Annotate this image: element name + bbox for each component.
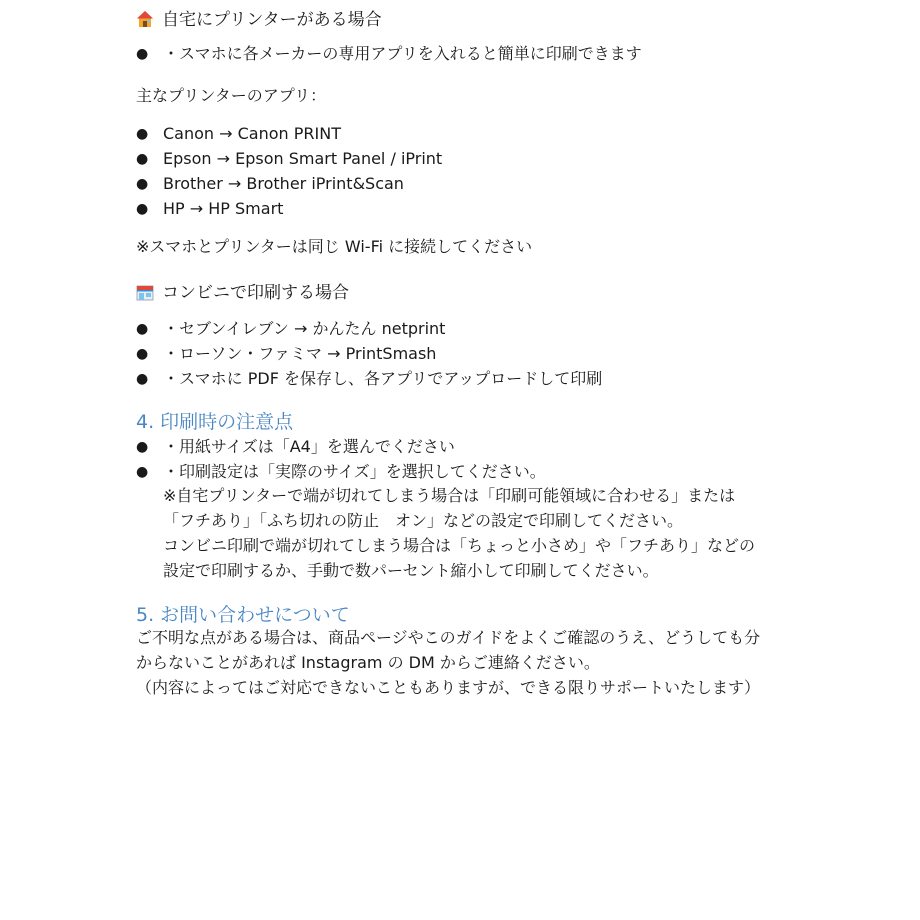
pdf-upload-item: ・スマホに PDF を保存し、各アプリでアップロードして印刷 — [163, 369, 603, 388]
app-canon: Canon → Canon PRINT — [163, 124, 341, 143]
apps-label: 主なプリンターのアプリ： — [136, 86, 327, 105]
convenience-store-icon — [136, 283, 154, 301]
seven-eleven-item: ・セブンイレブン → かんたん netprint — [163, 319, 446, 338]
note-line: ※自宅プリンターで端が切れてしまう場合は「印刷可能領域に合わせる」または — [163, 486, 736, 505]
bullet-dot: ● — [136, 151, 149, 167]
convenience-heading-text: コンビニで印刷する場合 — [162, 283, 349, 303]
convenience-heading — [136, 278, 349, 303]
bullet-dot: ● — [136, 321, 149, 337]
bullet-dot: ● — [136, 439, 149, 455]
note-line: 「フチあり」「ふち切れの防止 オン」などの設定で印刷してください。 — [163, 511, 684, 530]
bullet-dot: ● — [136, 346, 149, 362]
paper-size-item: ・用紙サイズは「A4」を選んでください — [163, 437, 455, 456]
bullet-dot: ● — [136, 464, 149, 480]
section-5-title: 5. お問い合わせについて — [136, 604, 350, 626]
list-item-text: ・スマホに各メーカーの専用アプリを入れると簡単に印刷できます — [163, 44, 642, 63]
contact-line: からないことがあれば Instagram の DM からご連絡ください。 — [136, 653, 600, 672]
app-brother: Brother → Brother iPrint&Scan — [163, 174, 404, 193]
bullet-dot: ● — [136, 46, 149, 62]
house-icon — [136, 10, 154, 28]
lawson-famima-item: ・ローソン・ファミマ → PrintSmash — [163, 344, 437, 363]
app-hp: HP → HP Smart — [163, 199, 284, 218]
app-epson: Epson → Epson Smart Panel / iPrint — [163, 149, 443, 168]
bullet-dot: ● — [136, 126, 149, 142]
print-setting-item: ・印刷設定は「実際のサイズ」を選択してください。 — [163, 462, 546, 481]
wifi-note: ※スマホとプリンターは同じ Wi-Fi に接続してください — [136, 237, 533, 256]
home-printer-heading-text: 自宅にプリンターがある場合 — [162, 10, 382, 30]
note-line: コンビニ印刷で端が切れてしまう場合は「ちょっと小さめ」や「フチあり」などの — [163, 536, 756, 555]
note-line: 設定で印刷するか、手動で数パーセント縮小して印刷してください。 — [163, 561, 659, 580]
section-4-title: 4. 印刷時の注意点 — [136, 411, 294, 433]
contact-line: （内容によってはご対応できないこともありますが、できる限りサポートいたします） — [136, 678, 761, 697]
home-printer-heading — [136, 5, 382, 30]
bullet-dot: ● — [136, 201, 149, 217]
contact-line: ご不明な点がある場合は、商品ページやこのガイドをよくご確認のうえ、どうしても分 — [136, 628, 761, 647]
bullet-dot: ● — [136, 371, 149, 387]
bullet-dot: ● — [136, 176, 149, 192]
